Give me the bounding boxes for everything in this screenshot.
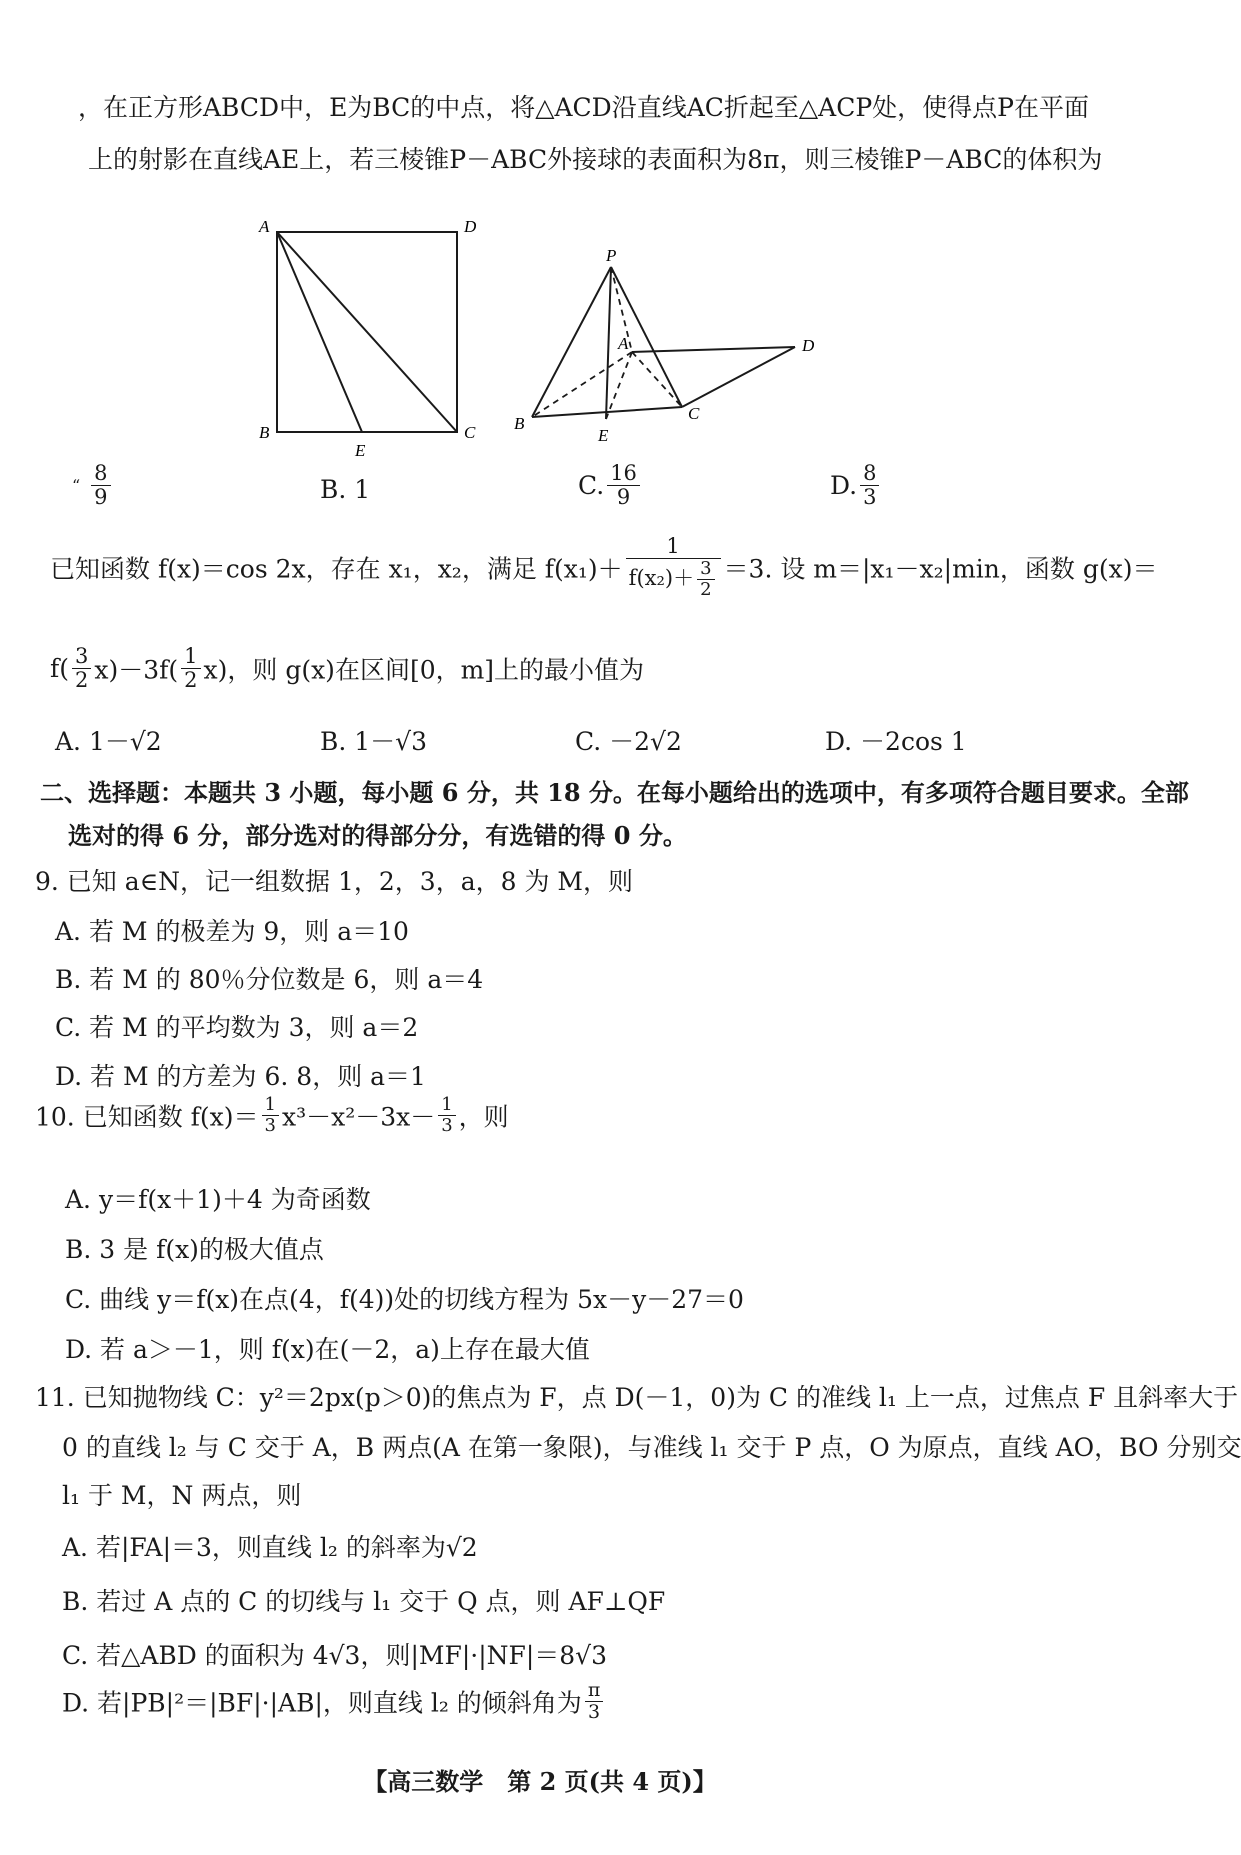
q8-line2-mid: x)－3f( <box>94 655 179 685</box>
label-a: A <box>618 334 629 353</box>
q11-option-c: C. 若△ABD 的面积为 4√3，则|MF|·|NF|＝8√3 <box>62 1641 608 1670</box>
segment-ac <box>277 232 457 432</box>
edge-ac <box>632 352 682 407</box>
q7-option-c-fraction <box>607 462 640 509</box>
numerator: 8 <box>860 462 879 486</box>
edge-ab <box>532 352 632 417</box>
q8-line2-post: x)，则 g(x)在区间[0，m]上的最小值为 <box>203 655 645 685</box>
denominator: 2 <box>184 668 198 693</box>
edge-pb <box>532 267 611 417</box>
edge-ad <box>632 347 795 352</box>
q8-stem-line1 <box>50 535 1157 600</box>
figure-square-abcd <box>255 217 477 460</box>
q8-fraction-1-2 <box>181 645 200 692</box>
label-b: B <box>514 414 525 433</box>
q8-line1-post: ＝3. 设 m＝|x₁－x₂|min，函数 g(x)＝ <box>723 554 1158 584</box>
denominator: 3 <box>863 485 877 510</box>
q7-option-a <box>72 462 114 509</box>
label-e: E <box>355 441 366 460</box>
edge-ae <box>606 352 632 419</box>
denominator: 3 <box>264 1114 276 1136</box>
q11-stem-line2: 0 的直线 l₂ 与 C 交于 A，B 两点(A 在第一象限)，与准线 l₁ 交于 P 点，O 为原点，直线 AO，BO 分别交 <box>62 1433 1241 1462</box>
denominator: 9 <box>94 485 108 510</box>
denominator-text: f(x₂)＋ <box>628 565 695 590</box>
denominator: 9 <box>616 485 631 510</box>
section2-heading-line2: 选对的得 6 分，部分选对的得部分分，有选错的得 0 分。 <box>68 821 687 850</box>
q8-line1-pre: 已知函数 f(x)＝cos 2x，存在 x₁，x₂，满足 f(x₁)＋ <box>50 554 623 584</box>
label-d: D <box>802 336 815 355</box>
q11-stem-line3: l₁ 于 M，N 两点，则 <box>62 1481 302 1510</box>
q7-option-d-fraction <box>860 462 879 509</box>
edge-pe <box>606 267 611 419</box>
numerator: 3 <box>697 559 714 580</box>
numerator: 3 <box>72 645 91 669</box>
q11-fraction-pi-3 <box>585 1680 604 1723</box>
nested-fraction <box>697 559 714 600</box>
q8-stem-line2 <box>50 645 644 692</box>
label-e: E <box>598 426 609 445</box>
q8-main-fraction <box>626 535 721 600</box>
q9-option-a: A. 若 M 的极差为 9，则 a＝10 <box>55 917 409 946</box>
label-c: C <box>464 423 476 442</box>
denominator: 3 <box>588 1700 601 1723</box>
q7-option-d <box>830 462 882 509</box>
q10-fraction-1-3-b <box>438 1095 455 1136</box>
q8-line2-f1: f( <box>50 654 70 684</box>
q10-stem-pre: 10. 已知函数 f(x)＝ <box>35 1102 259 1132</box>
numerator: 1 <box>181 645 200 669</box>
q7-option-a-prefix: “ <box>72 476 81 496</box>
q7-option-c-prefix: C. <box>578 471 605 501</box>
q11-option-b: B. 若过 A 点的 C 的切线与 l₁ 交于 Q 点，则 AF⊥QF <box>62 1587 666 1616</box>
numerator: 16 <box>607 462 640 486</box>
numerator: π <box>585 1680 604 1702</box>
q10-option-c: C. 曲线 y＝f(x)在点(4，f(4))处的切线方程为 5x－y－27＝0 <box>65 1285 744 1314</box>
denominator <box>626 559 721 600</box>
denominator: 2 <box>700 578 712 600</box>
label-d: D <box>464 217 477 236</box>
q7-stem-line2: 上的射影在直线AE上，若三棱锥P－ABC外接球的表面积为8π，则三棱锥P－ABC的体积为 <box>88 145 1103 174</box>
label-b: B <box>259 423 270 442</box>
numerator: 1 <box>626 535 721 559</box>
q10-option-b: B. 3 是 f(x)的极大值点 <box>65 1235 324 1264</box>
denominator: 2 <box>75 668 89 693</box>
label-p: P <box>606 246 617 265</box>
q9-option-d: D. 若 M 的方差为 6. 8，则 a＝1 <box>55 1062 426 1091</box>
q7-stem-line1: ，在正方形ABCD中，E为BC的中点，将△ACD沿直线AC折起至△ACP处，使得点P在平面 <box>78 93 1089 122</box>
q7-option-d-prefix: D. <box>830 471 858 501</box>
q7-option-c <box>578 462 643 509</box>
q11-option-d <box>62 1680 606 1723</box>
q8-option-c: C. －2√2 <box>575 727 682 756</box>
q10-stem-mid: x³－x²－3x－ <box>281 1102 436 1132</box>
q7-option-b: B. 1 <box>320 475 371 504</box>
q11-option-a: A. 若|FA|＝3，则直线 l₂ 的斜率为√2 <box>62 1533 478 1562</box>
q8-fraction-3-2 <box>72 645 91 692</box>
page-footer: 【高三数学 第 2 页(共 4 页)】 <box>363 1767 717 1796</box>
q9-stem: 9. 已知 a∈N，记一组数据 1，2，3，a，8 为 M，则 <box>35 867 633 896</box>
section2-heading-line1: 二、选择题：本题共 3 小题，每小题 6 分，共 18 分。在每小题给出的选项中，有多项符合题目要求。全部 <box>40 778 1189 807</box>
q8-option-d: D. －2cos 1 <box>825 727 967 756</box>
edge-cd <box>682 347 795 407</box>
q8-option-a: A. 1－√2 <box>55 727 162 756</box>
q11-option-d-text: D. 若|PB|²＝|BF|·|AB|，则直线 l₂ 的倾斜角为 <box>62 1688 582 1718</box>
q9-option-b: B. 若 M 的 80％分位数是 6，则 a＝4 <box>55 965 484 994</box>
numerator: 1 <box>262 1095 279 1116</box>
label-c: C <box>688 404 700 423</box>
numerator: 8 <box>91 462 110 486</box>
q8-option-b: B. 1－√3 <box>320 727 428 756</box>
figure-pyramid-pabc <box>510 245 830 445</box>
q9-option-c: C. 若 M 的平均数为 3，则 a＝2 <box>55 1013 419 1042</box>
label-a: A <box>259 217 270 236</box>
q10-fraction-1-3-a <box>262 1095 279 1136</box>
q10-option-a: A. y＝f(x＋1)＋4 为奇函数 <box>65 1185 371 1214</box>
q10-option-d: D. 若 a＞－1，则 f(x)在(－2，a)上存在最大值 <box>65 1335 590 1364</box>
q11-stem-line1: 11. 已知抛物线 C：y²＝2px(p＞0)的焦点为 F，点 D(－1，0)为 C 的准线 l₁ 上一点，过焦点 F 且斜率大于 <box>35 1383 1239 1412</box>
segment-ae <box>277 232 362 432</box>
denominator: 3 <box>441 1114 453 1136</box>
q10-stem <box>35 1095 509 1136</box>
q10-stem-post: ，则 <box>458 1102 509 1132</box>
q7-option-a-fraction <box>91 462 110 509</box>
numerator: 1 <box>438 1095 455 1116</box>
